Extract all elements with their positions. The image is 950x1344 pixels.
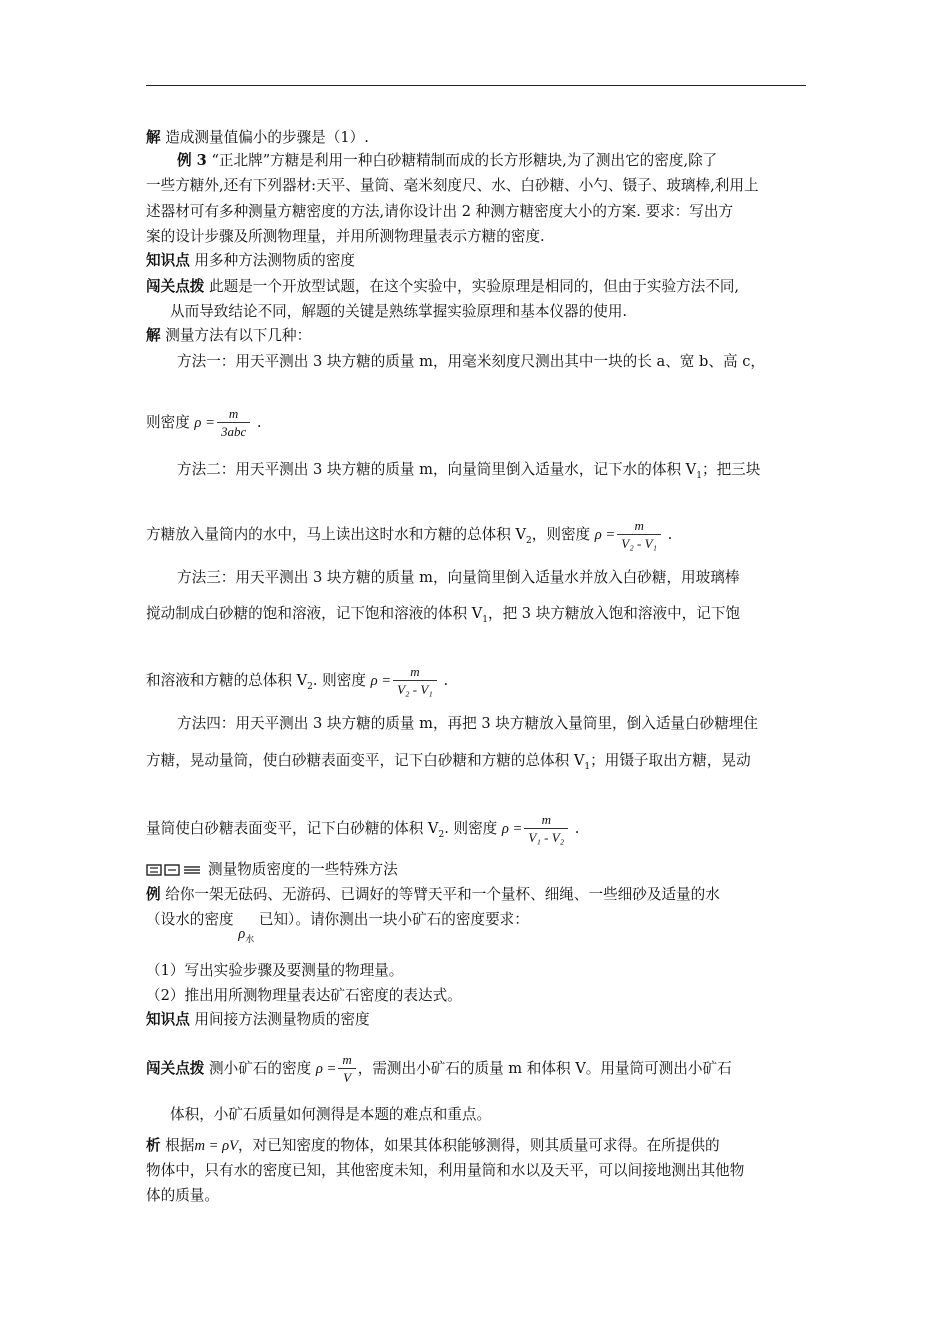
method1-line1: 方法一：用天平测出 3 块方糖的质量 m，用毫米刻度尺测出其中一块的长 a、宽 b、高 c，	[177, 353, 765, 370]
example3-line1: 例 3 “正北牌”方糖是利用一种白砂糖精制而成的长方形糖块,为了测出它的密度,除了	[177, 152, 718, 169]
rho-symbol: ρ =	[194, 415, 215, 431]
method3-line1: 方法三：用天平测出 3 块方糖的质量 m，向量筒里倒入适量水并放入白砂糖，用玻璃棒	[177, 569, 740, 586]
knowledge-point-1: 知识点 用多种方法测物质的密度	[146, 252, 355, 269]
tip-1-line2: 从而导致结论不同，解题的关键是熟练掌握实验原理和基本仪器的使用.	[170, 303, 628, 320]
solution-label: 解	[146, 327, 161, 344]
tip-1-line1: 闯关点拨 此题是一个开放型试题，在这个实验中，实验原理是相同的，但由于实验方法不同,	[146, 278, 740, 295]
solution-2-line: 解 测量方法有以下几种：	[146, 327, 312, 344]
method3-line2: 搅动制成白砂糖的饱和溶液，记下饱和溶液的体积 $V_1$，把 3 块方糖放入饱和溶液中，记下饱	[146, 605, 741, 625]
analysis-line2: 物体中，只有水的密度已知，其他密度未知，利用量筒和水以及天平，可以间接地测出其他物	[146, 1162, 745, 1179]
rho-symbol: ρ =	[594, 527, 616, 543]
knowledge-label: 知识点	[146, 252, 190, 269]
solution-label: 解	[146, 129, 161, 146]
method1-formula-line: 则密度 ρ = $\frac{m}{\text{3abc}}$ .	[146, 406, 262, 439]
analysis-line3: 体的质量。	[146, 1187, 219, 1204]
method2-formula-line: 方糖放入量筒内的水中，马上读出这时水和方糖的总体积 $V_2$，则密度 ρ = $\frac{m}{\text{V₂ - V₁}}$ .	[146, 518, 673, 551]
method4-line2: 方糖，晃动量筒，使白砂糖表面变平，记下白砂糖和方糖的总体积 $V_1$；用镊子取出方糖，晃动	[146, 752, 751, 772]
density-fraction: $\frac{m}{\text{V₂ - V₁}}$	[617, 518, 661, 552]
example-line1: 例 给你一架无砝码、无游码、已调好的等臂天平和一个量杯、细绳、一些细砂及适量的水	[146, 886, 720, 903]
tip-label: 闯关点拨	[146, 278, 205, 295]
tip-2-line2: 体积，小矿石质量如何测得是本题的难点和重点。	[170, 1106, 492, 1123]
example-label: 例	[146, 886, 161, 903]
density-fraction: $\frac{m}{\text{V₂ - V₁}}$	[393, 664, 437, 698]
example3-line4: 案的设计步骤及所测物理量，并用所测物理量表示方糖的密度.	[146, 228, 545, 245]
example3-line3: 述器材可有多种测量方糖密度的方法,请你设计出 2 种测方糖密度大小的方案. 要求：写出方	[146, 203, 734, 220]
rho-water-symbol: ρ	[238, 926, 246, 942]
method3-formula-line: 和溶液和方糖的总体积 $V_2$. 则密度 ρ = $\frac{m}{\text{V₂ - V₁}}$ .	[146, 664, 449, 697]
method4-line1: 方法四：用天平测出 3 块方糖的质量 m，再把 3 块方糖放入量筒里，倒入适量白砂糖埋住	[177, 715, 758, 732]
example-line2: （设水的密度 $\rho_水$ 已知）。请你测出一块小矿石的密度要求：	[146, 911, 529, 945]
method2-line1: 方法二：用天平测出 3 块方糖的质量 m，向量筒里倒入适量水，记下水的体积 $V_1$；把三块	[177, 461, 761, 481]
analysis-line1: 析 根据m = ρV，对已知密度的物体，如果其体积能够测得，则其质量可求得。在所提供的	[146, 1137, 720, 1154]
analysis-label: 析	[146, 1137, 161, 1154]
density-fraction: $\frac{m}{\text{V₁ - V₂}}$	[524, 812, 568, 846]
example3-line2: 一些方糖外,还有下列器材:天平、量筒、毫米刻度尺、水、白砂糖、小勺、镊子、玻璃棒,利用上	[146, 177, 759, 194]
rho-symbol: ρ =	[315, 1061, 337, 1077]
solution-line: 解 造成测量值偏小的步骤是（1）.	[146, 129, 369, 146]
topic-heading: 测量物质密度的一些特殊方法	[146, 860, 398, 880]
density-fraction: $\frac{m}{V}$	[338, 1052, 355, 1086]
header-rule	[146, 85, 806, 86]
question-2: （2）推出用所测物理量表达矿石密度的表达式。	[146, 987, 462, 1004]
density-fraction: $\frac{m}{\text{3abc}}$	[217, 406, 250, 440]
mass-equation: m = ρV	[194, 1138, 239, 1154]
tip-label: 闯关点拨	[146, 1060, 205, 1077]
question-1: （1）写出实验步骤及要测量的物理量。	[146, 962, 404, 979]
topic-badge-icon	[146, 863, 202, 877]
rho-symbol: ρ =	[501, 821, 523, 837]
tip-2-line1: 闯关点拨 测小矿石的密度 ρ = $\frac{m}{V}$ ，需测出小矿石的质量 m 和体积 V。用量筒可测出小矿石	[146, 1052, 732, 1085]
method4-formula-line: 量筒使白砂糖表面变平，记下白砂糖的体积 $V_2$. 则密度 ρ = $\frac{m}{\text{V₁ - V₂}}$ .	[146, 812, 580, 845]
example3-label: 例 3	[177, 152, 207, 169]
rho-symbol: ρ =	[370, 673, 392, 689]
knowledge-label: 知识点	[146, 1011, 190, 1028]
knowledge-point-2: 知识点 用间接方法测量物质的密度	[146, 1011, 370, 1028]
